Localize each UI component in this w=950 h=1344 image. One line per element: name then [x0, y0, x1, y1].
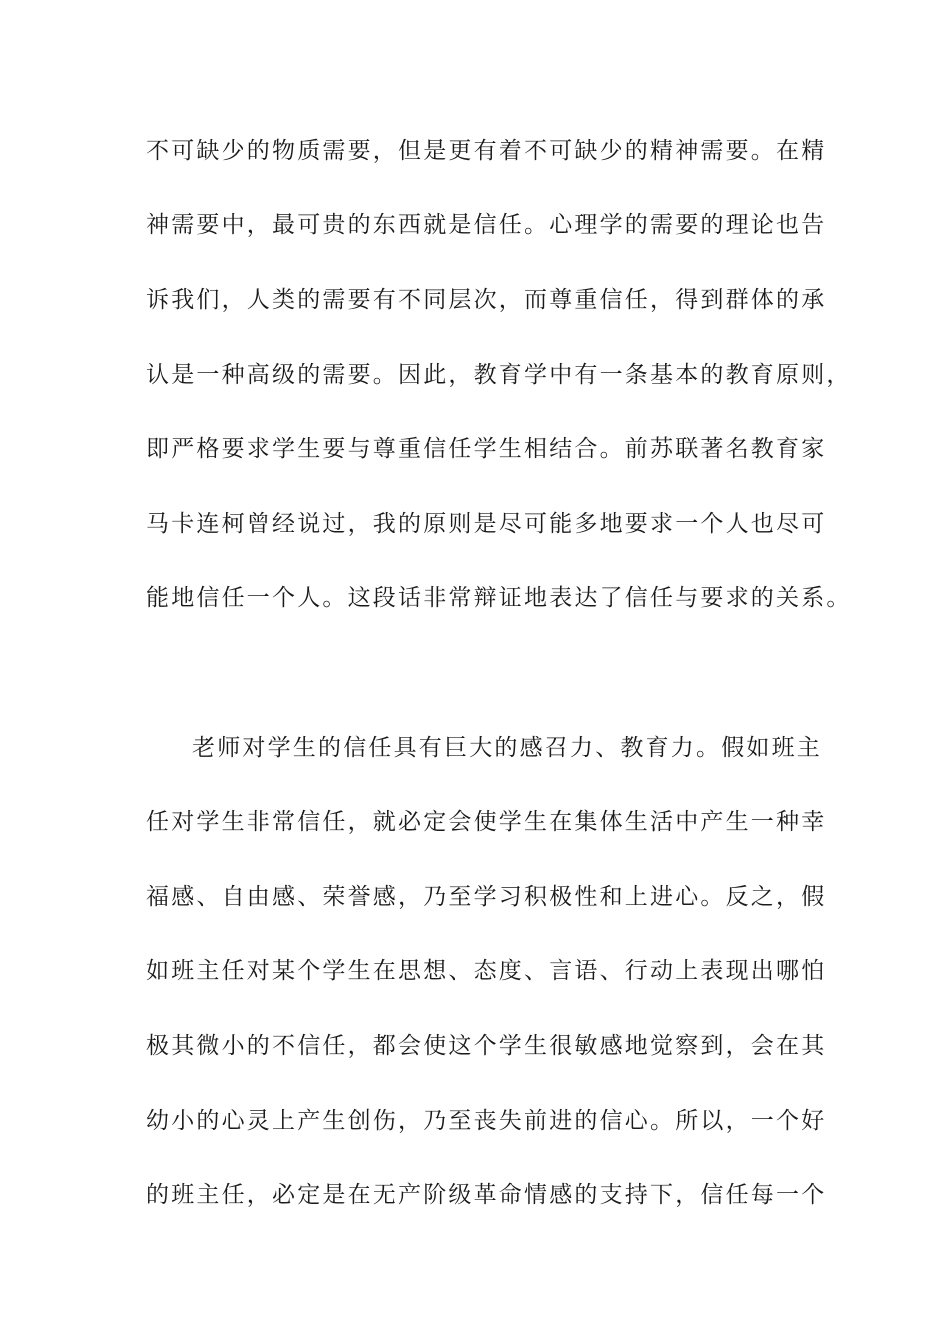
paragraph-2-line-6: 幼小的心灵上产生创伤，乃至丧失前进的信心。所以，一个好 — [146, 1108, 827, 1134]
paragraph-1-line-2: 神需要中，最可贵的东西就是信任。心理学的需要的理论也告 — [146, 212, 827, 238]
paragraph-2-line-2: 任对学生非常信任，就必定会使学生在集体生活中产生一种幸 — [146, 809, 827, 835]
paragraph-2-line-1: 老师对学生的信任具有巨大的感召力、教育力。假如班主 — [192, 735, 822, 761]
paragraph-2-line-7: 的班主任，必定是在无产阶级革命情感的支持下，信任每一个 — [146, 1182, 827, 1208]
paragraph-2-line-3: 福感、自由感、荣誉感，乃至学习积极性和上进心。反之，假 — [146, 884, 827, 910]
paragraph-1-line-6: 马卡连柯曾经说过，我的原则是尽可能多地要求一个人也尽可 — [146, 511, 827, 537]
paragraph-2-line-4: 如班主任对某个学生在思想、态度、言语、行动上表现出哪怕 — [146, 958, 827, 984]
paragraph-1-line-7: 能地信任一个人。这段话非常辩证地表达了信任与要求的关系。 — [146, 585, 852, 611]
paragraph-1-line-5: 即严格要求学生要与尊重信任学生相结合。前苏联著名教育家 — [146, 436, 827, 462]
paragraph-1-line-1: 不可缺少的物质需要，但是更有着不可缺少的精神需要。在精 — [146, 138, 827, 164]
paragraph-2-line-5: 极其微小的不信任，都会使这个学生很敏感地觉察到，会在其 — [146, 1033, 827, 1059]
paragraph-1-line-4: 认是一种高级的需要。因此，教育学中有一条基本的教育原则， — [146, 362, 852, 388]
paragraph-1-line-3: 诉我们，人类的需要有不同层次，而尊重信任，得到群体的承 — [146, 287, 827, 313]
